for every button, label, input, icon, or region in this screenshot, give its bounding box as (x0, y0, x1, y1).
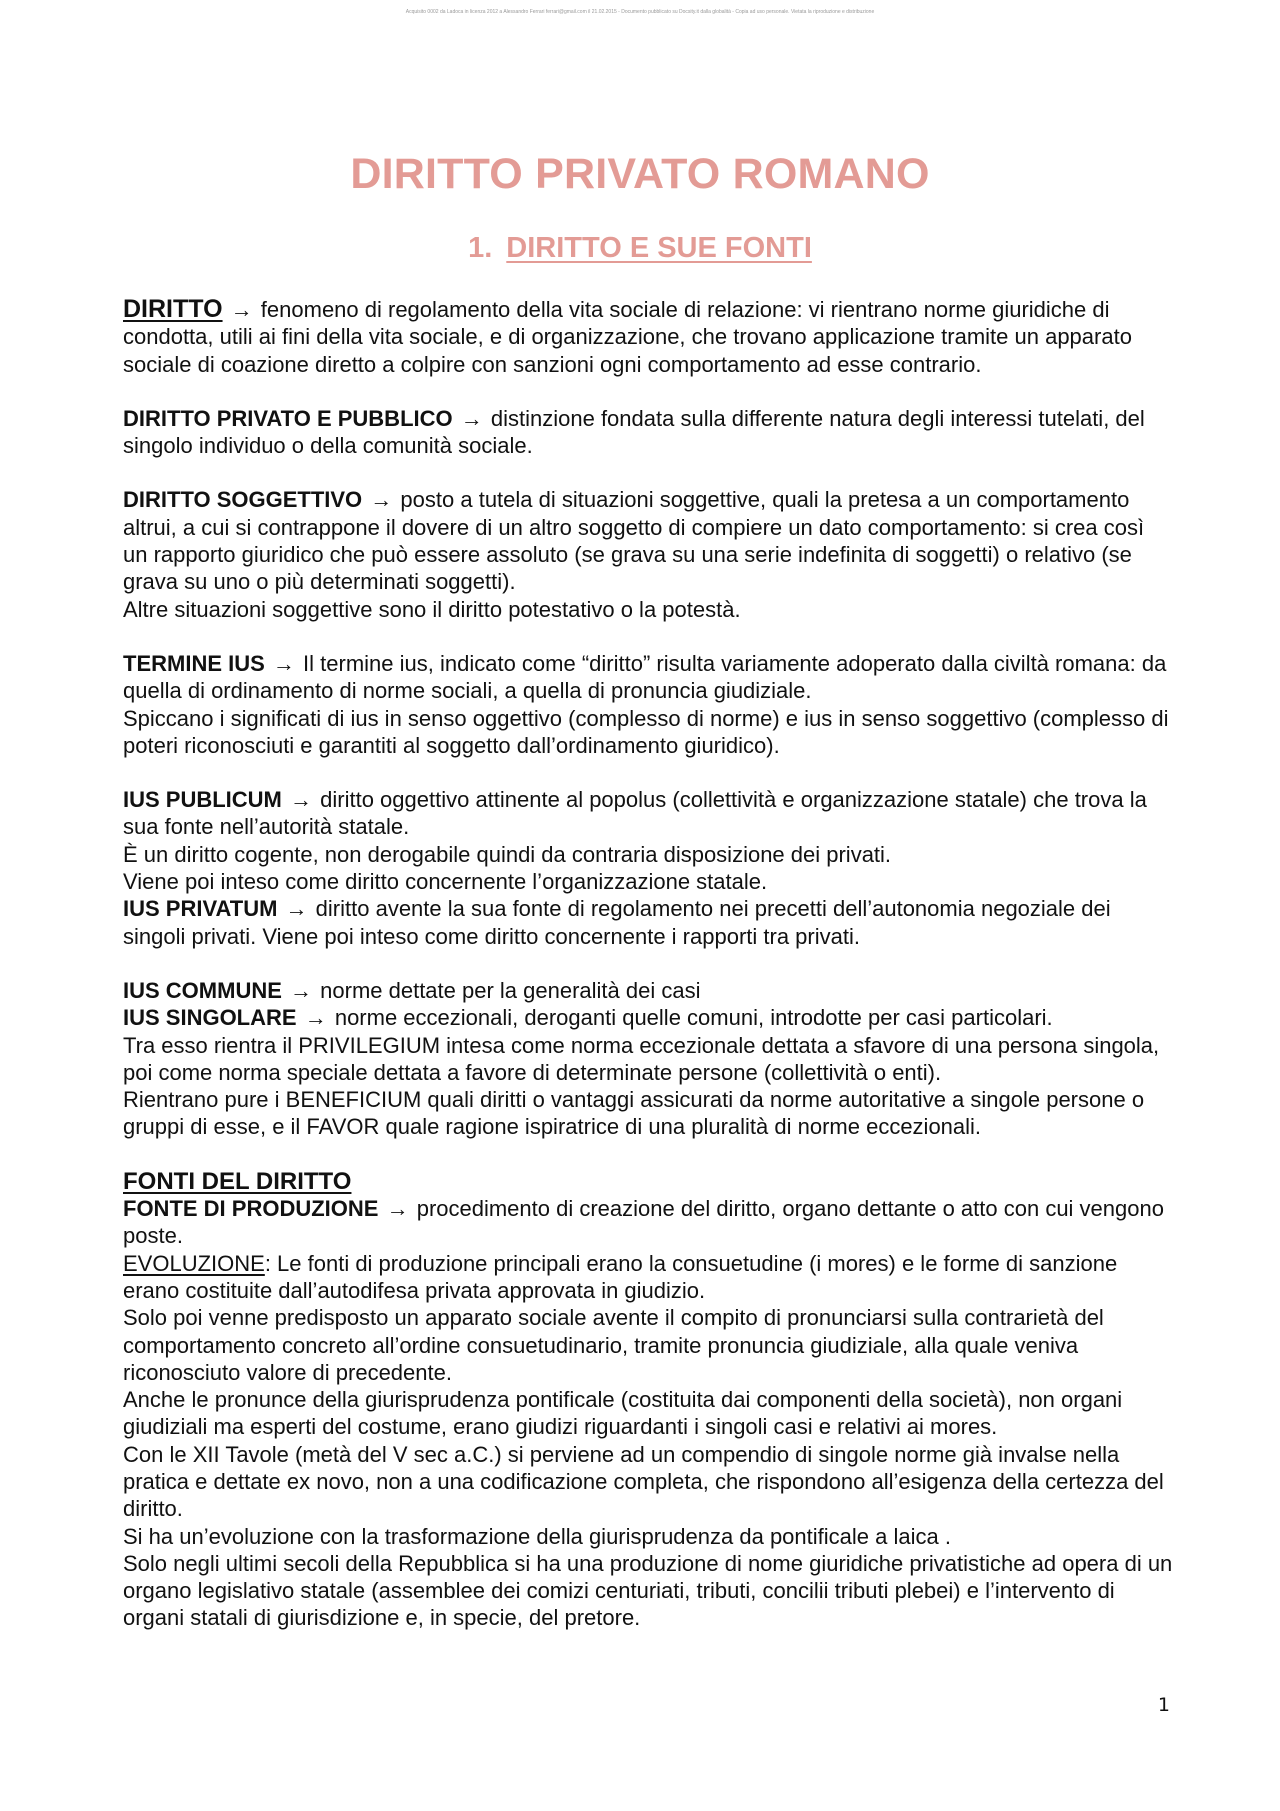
watermark-text: Acquisito 0002 da Ladoca in licenza 2012 a Alessandro Ferrari ferrari@gmail.com il 21.02.2015 - Documento pubblicato su Docsity.it dalla globalità - Copia ad uso personale. Vietata la riproduzione e distribuzione (405, 9, 875, 15)
arrow-icon: → (386, 1196, 409, 1222)
singolare-main (123, 1004, 1173, 1031)
term-privatum: IUS PRIVATUM (123, 896, 278, 922)
page-number: 1 (1157, 1694, 1170, 1716)
definition-ius: Il termine ius, indicato come “diritto” risulta variamente adoperato dalla civiltà romana: da quella di ordinamento di norme sociali, a quella di pronuncia giudiziale. (123, 650, 1167, 704)
paragraph-soggettivo (123, 486, 1173, 622)
fonti-body (123, 1195, 1173, 1632)
section-heading (0, 232, 1280, 265)
fonti-line: Solo poi venne predisposto un apparato sociale avente il compito di pronunciarsi sulla contrarietà del comportamento concreto all’ordine consuetudinario, tramite pronuncia giudiziale, alla quale veniva riconosciuto valore di precedente. (123, 1305, 1104, 1385)
paragraph-ius (123, 650, 1173, 759)
term-soggettivo: DIRITTO SOGGETTIVO (123, 487, 363, 513)
paragraph-commune-singolare (123, 977, 1173, 1141)
definition-privato-pubblico: distinzione fondata sulla differente natura degli interessi tutelati, del singolo individuo o della comunità sociale. (123, 405, 1145, 459)
publicum-line-3: Viene poi inteso come diritto concernente l’organizzazione statale. (123, 869, 768, 895)
page-title: DIRITTO PRIVATO ROMANO (350, 150, 930, 198)
soggettivo-main (123, 486, 1173, 595)
definition-publicum: diritto oggettivo attinente al popolus (collettività e organizzazione statale) che trova la sua fonte nell’autorità statale. (123, 787, 1147, 840)
definition-diritto: fenomeno di regolamento della vita sociale di relazione: vi rientrano norme giuridiche di condotta, utili ai fini della vita sociale, e di organizzazione, che trovano applicazione tramite un apparato sociale di coazione diretto a colpire con sanzioni ogni comportamento ad esse contrario. (123, 297, 1132, 377)
term-publicum: IUS PUBLICUM (123, 787, 282, 813)
evoluzione (123, 1250, 1173, 1305)
arrow-icon: → (460, 405, 483, 431)
document-body (123, 296, 1173, 1632)
fonti-line: Solo negli ultimi secoli della Repubblica si ha una produzione di nome giuridiche privatistiche ad opera di un organo legislativo statale (assemblee dei comizi centuriati, tributi, concilii tributi plebei) e l’intervento di organi statali di giurisdizione e, in specie, del pretore. (123, 1550, 1173, 1631)
term-fonte-produzione: FONTE DI PRODUZIONE (123, 1196, 379, 1222)
publicum-main (123, 786, 1173, 841)
term-commune: IUS COMMUNE (123, 977, 282, 1003)
fonti-heading: FONTI DEL DIRITTO (123, 1167, 352, 1195)
evoluzione-text: : Le fonti di produzione principali erano la consuetudine (i mores) e le forme di sanzione erano costituite dall’autodifesa privata approvata in giudizio. (123, 1250, 1118, 1303)
arrow-icon: → (370, 487, 393, 513)
definition-fonte-produzione: procedimento di creazione del diritto, organo dettante o atto con cui vengono poste. (123, 1196, 1164, 1249)
commune-main (123, 977, 1173, 1004)
evoluzione-label: EVOLUZIONE (123, 1250, 265, 1276)
section-number: 1. (468, 232, 493, 264)
term-ius: TERMINE IUS (123, 650, 265, 676)
arrow-icon: → (272, 650, 295, 676)
ius-main (123, 650, 1173, 705)
fonte-produzione (123, 1195, 1173, 1250)
paragraph-privato-pubblico (123, 405, 1173, 460)
ius-extra: Spiccano i significati di ius in senso oggettivo (complesso di norme) e ius in senso soggettivo (complesso di poteri riconosciuti e garantiti al soggetto dall’ordinamento giuridico). (123, 705, 1169, 758)
arrow-icon: → (304, 1005, 327, 1031)
definition-soggettivo: posto a tutela di situazioni soggettive, quali la pretesa a un comportamento altrui, a cui si contrappone il dovere di un altro soggetto di compiere un dato comportamento: si crea così un rapporto giuridico che può essere assoluto (se grava su una serie indefinita di soggetti) o relativo (se grava su uno o più determinati soggetti). (123, 487, 1145, 595)
paragraph-publicum-privatum (123, 786, 1173, 950)
fonti-line: Si ha un’evoluzione con la trasformazione della giurisprudenza da pontificale a laica . (123, 1523, 951, 1549)
singolare-line-2: Tra esso rientra il PRIVILEGIUM intesa come norma eccezionale dettata a sfavore di una persona singola, poi come norma speciale dettata a favore di determinate persone (collettività o enti). (123, 1032, 1160, 1085)
term-privato-pubblico: DIRITTO PRIVATO E PUBBLICO (123, 405, 453, 431)
fonti-line: Anche le pronunce della giurisprudenza pontificale (costituita dai componenti della società), non organi giudiziali ma esperti del costume, erano giudizi riguardanti i singoli casi e relativi ai mores. (123, 1387, 1123, 1440)
soggettivo-extra: Altre situazioni soggettive sono il diritto potestativo o la potestà. (123, 596, 741, 622)
definition-commune: norme dettate per la generalità dei casi (320, 977, 701, 1003)
term-singolare: IUS SINGOLARE (123, 1005, 297, 1031)
definition-singolare: norme eccezionali, deroganti quelle comuni, introdotte per casi particolari. (334, 1005, 1053, 1031)
fonti-line: Con le XII Tavole (metà del V sec a.C.) si perviene ad un compendio di singole norme già invalse nella pratica e dettate ex novo, non a una codificazione completa, che rispondono all’esigenza della certezza del diritto. (123, 1441, 1164, 1522)
privatum-main (123, 895, 1173, 950)
arrow-icon: → (285, 896, 308, 922)
singolare-line-3: Rientrano pure i BENEFICIUM quali diritti o vantaggi assicurati da norme autoritative a singole persone o gruppi di esse, e il FAVOR quale ragione ispiratrice di una pluralità di norme eccezionali. (123, 1087, 1145, 1140)
term-diritto: DIRITTO (123, 295, 223, 323)
arrow-icon: → (230, 297, 253, 322)
paragraph-diritto (123, 296, 1173, 378)
section-title: DIRITTO E SUE FONTI (506, 232, 812, 264)
publicum-line-2: È un diritto cogente, non derogabile quindi da contraria disposizione dei privati. (123, 841, 892, 867)
arrow-icon: → (290, 977, 313, 1003)
arrow-icon: → (290, 787, 313, 813)
definition-privatum: diritto avente la sua fonte di regolamento nei precetti dell’autonomia negoziale dei singoli privati. Viene poi inteso come diritto concernente i rapporti tra privati. (123, 896, 1111, 949)
